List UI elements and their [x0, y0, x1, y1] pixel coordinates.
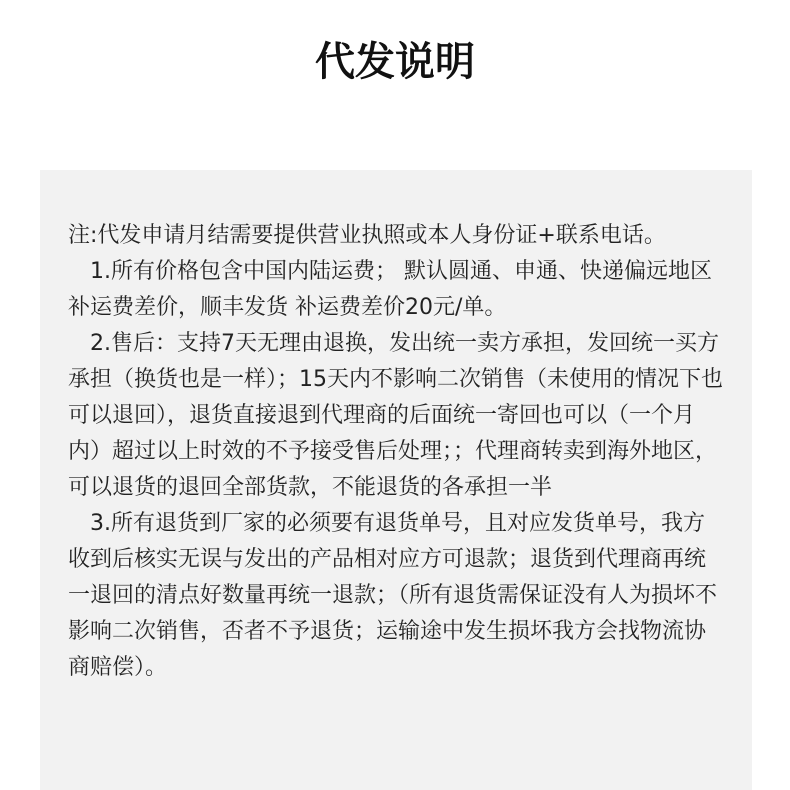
notice-item-returns: 3.所有退货到厂家的必须要有退货单号，且对应发货单号，我方收到后核实无误与发出的产品相对应方可退款；退货到代理商再统一退回的清点好数量再统一退款；（所有退货需保证没有人为损坏不影响二次销售，否者不予退货；运输途中发生损坏我方会找物流协商赔偿）。: [68, 511, 718, 680]
page-title: 代发说明: [315, 39, 475, 85]
notice-body: [68, 218, 724, 686]
notice-item-after-sales: 2.售后：支持7天无理由退换，发出统一卖方承担，发回统一买方承担（换货也是一样）；15天内不影响二次销售（未使用的情况下也可以退回），退货直接退到代理商的后面统一寄回也可以（一个月内）超过以上时效的不予接受售后处理；；代理商转卖到海外地区，可以退货的退回全部货款，不能退货的各承担一半: [68, 331, 723, 500]
notice-panel: [40, 170, 752, 790]
notice-item-shipping: 1.所有价格包含中国内陆运费； 默认圆通、申通、快递偏远地区补运费差价，顺丰发货 补运费差价20元/单。: [68, 259, 712, 320]
notice-intro: 注:代发申请月结需要提供营业执照或本人身份证+联系电话。: [68, 223, 666, 248]
